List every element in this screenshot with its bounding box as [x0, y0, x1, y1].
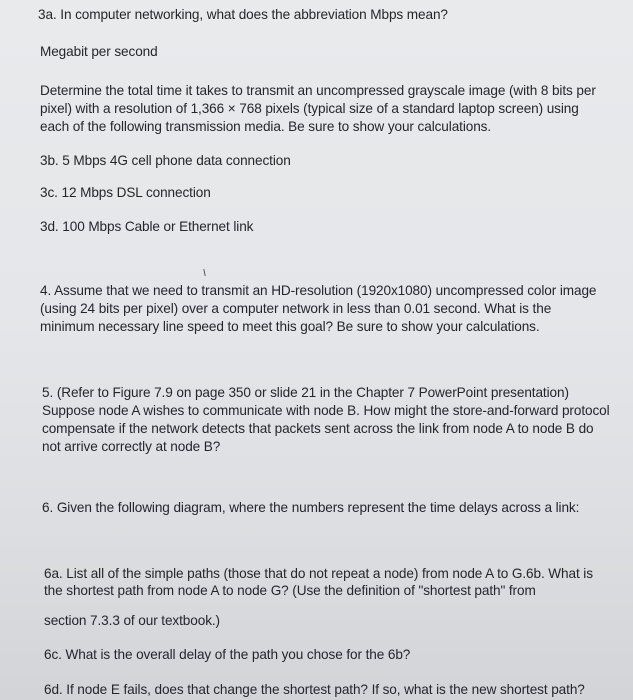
- question-6: 6. Given the following diagram, where the numbers represent the time delays across a link:: [42, 500, 580, 515]
- question-6d: 6d. If node E fails, does that change the shortest path? If so, what is the new shortest path?: [44, 682, 585, 697]
- question-5-line-2: Suppose node A wishes to communicate with node B. How might the store-and-forward protocol: [42, 403, 610, 418]
- question-6a-line-1: 6a. List all of the simple paths (those that do not repeat a node) from node A to G.6b. What is: [44, 566, 593, 581]
- question-3-intro-line-2: pixel) with a resolution of 1,366 × 768 pixels (typical size of a standard laptop screen) using: [40, 101, 579, 116]
- question-3b: 3b. 5 Mbps 4G cell phone data connection: [40, 153, 291, 168]
- question-6c: 6c. What is the overall delay of the path you chose for the 6b?: [44, 647, 411, 662]
- question-5-line-3: compensate if the network detects that packets sent across the link from node A to node B do: [42, 421, 594, 436]
- question-3c: 3c. 12 Mbps DSL connection: [40, 185, 211, 200]
- question-4-line-2: (using 24 bits per pixel) over a computer network in less than 0.01 second. What is the: [40, 301, 552, 316]
- pen-mark: [203, 269, 205, 276]
- question-4-line-3: minimum necessary line speed to meet this goal? Be sure to show your calculations.: [40, 319, 540, 334]
- question-6a-line-2: the shortest path from node A to node G? (Use the definition of "shortest path" from: [44, 583, 536, 598]
- question-3d: 3d. 100 Mbps Cable or Ethernet link: [40, 219, 254, 234]
- question-3-intro-line-1: Determine the total time it takes to transmit an uncompressed grayscale image (with 8 bits per: [40, 83, 596, 98]
- question-4-line-1: 4. Assume that we need to transmit an HD-resolution (1920x1080) uncompressed color image: [40, 283, 597, 298]
- question-5-line-1: 5. (Refer to Figure 7.9 on page 350 or slide 21 in the Chapter 7 PowerPoint presentation): [42, 385, 569, 400]
- question-3-intro-line-3: each of the following transmission media. Be sure to show your calculations.: [40, 119, 492, 134]
- answer-3a: Megabit per second: [40, 44, 158, 59]
- question-3a: 3a. In computer networking, what does the abbreviation Mbps mean?: [38, 7, 448, 22]
- question-5-line-4: not arrive correctly at node B?: [42, 439, 221, 454]
- question-6a-line-3: section 7.3.3 of our textbook.): [44, 613, 220, 628]
